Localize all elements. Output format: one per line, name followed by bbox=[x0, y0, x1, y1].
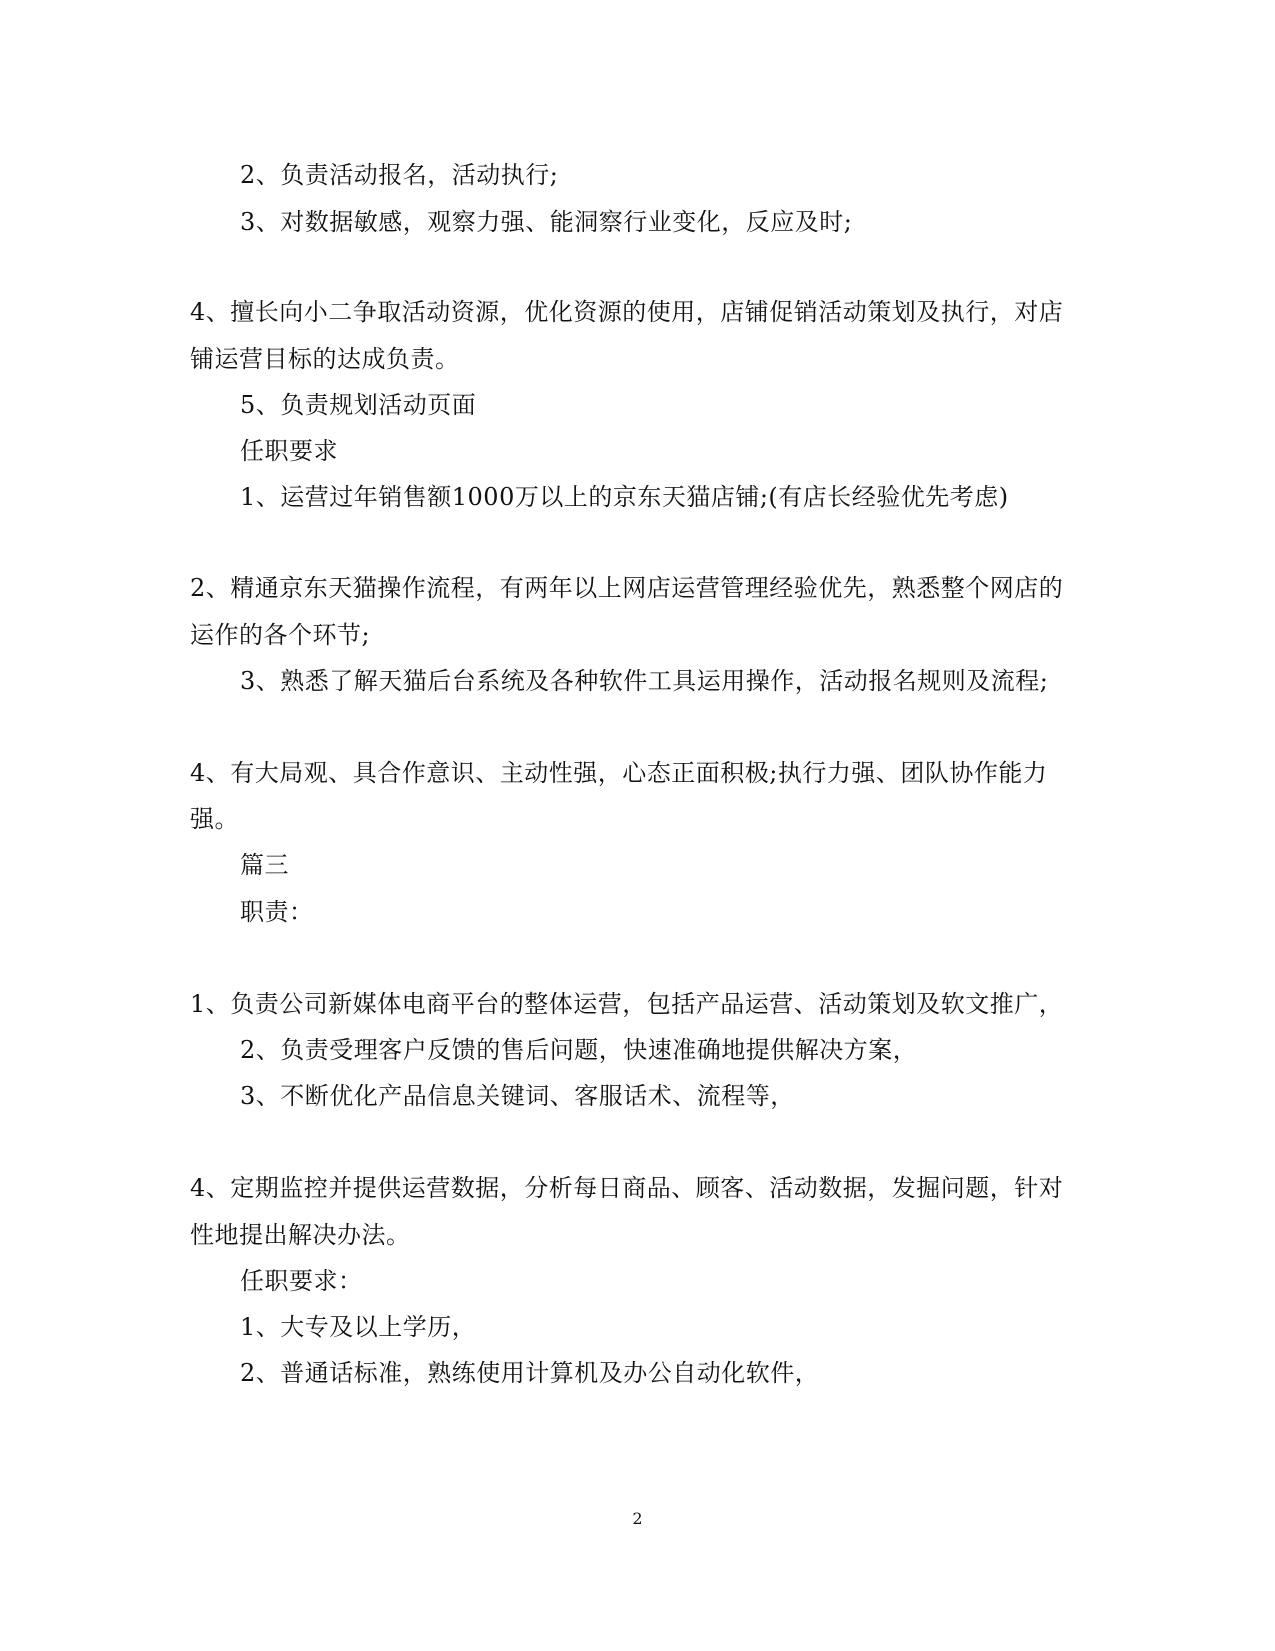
text-line: 强。 bbox=[190, 805, 239, 833]
section-heading: 职责： bbox=[240, 898, 314, 926]
text-line: 2、负责受理客户反馈的售后问题，快速准确地提供解决方案， bbox=[240, 1036, 918, 1064]
text-line: 1、运营过年销售额1000万以上的京东天猫店铺;(有店长经验优先考虑) bbox=[240, 483, 1009, 511]
text-line: 4、有大局观、具合作意识、主动性强，心态正面积极;执行力强、团队协作能力 bbox=[190, 759, 1048, 787]
text-line: 4、擅长向小二争取活动资源，优化资源的使用，店铺促销活动策划及执行，对店 bbox=[190, 298, 1064, 326]
text-line: 性地提出解决办法。 bbox=[190, 1221, 411, 1249]
page-number: 2 bbox=[632, 1509, 643, 1528]
text-line: 3、熟悉了解天猫后台系统及各种软件工具运用操作，活动报名规则及流程; bbox=[240, 667, 1049, 695]
section-heading: 任职要求 bbox=[240, 437, 338, 465]
text-line: 铺运营目标的达成负责。 bbox=[190, 345, 460, 373]
text-line: 2、精通京东天猫操作流程，有两年以上网店运营管理经验优先，熟悉整个网店的 bbox=[190, 574, 1064, 602]
text-line: 1、大专及以上学历， bbox=[240, 1313, 477, 1341]
text-line: 2、普通话标准，熟练使用计算机及办公自动化软件， bbox=[240, 1359, 820, 1387]
text-line: 运作的各个环节; bbox=[190, 621, 371, 649]
text-line: 5、负责规划活动页面 bbox=[240, 391, 477, 419]
text-line: 3、对数据敏感，观察力强、能洞察行业变化，反应及时; bbox=[240, 208, 853, 236]
text-line: 1、负责公司新媒体电商平台的整体运营，包括产品运营、活动策划及软文推广， bbox=[190, 990, 1064, 1018]
text-line: 2、负责活动报名，活动执行; bbox=[240, 161, 559, 189]
text-line: 3、不断优化产品信息关键词、客服话术、流程等， bbox=[240, 1082, 795, 1110]
section-heading: 任职要求： bbox=[240, 1267, 363, 1295]
section-heading: 篇三 bbox=[240, 851, 289, 879]
text-line: 4、定期监控并提供运营数据，分析每日商品、顾客、活动数据，发掘问题，针对 bbox=[190, 1174, 1064, 1202]
